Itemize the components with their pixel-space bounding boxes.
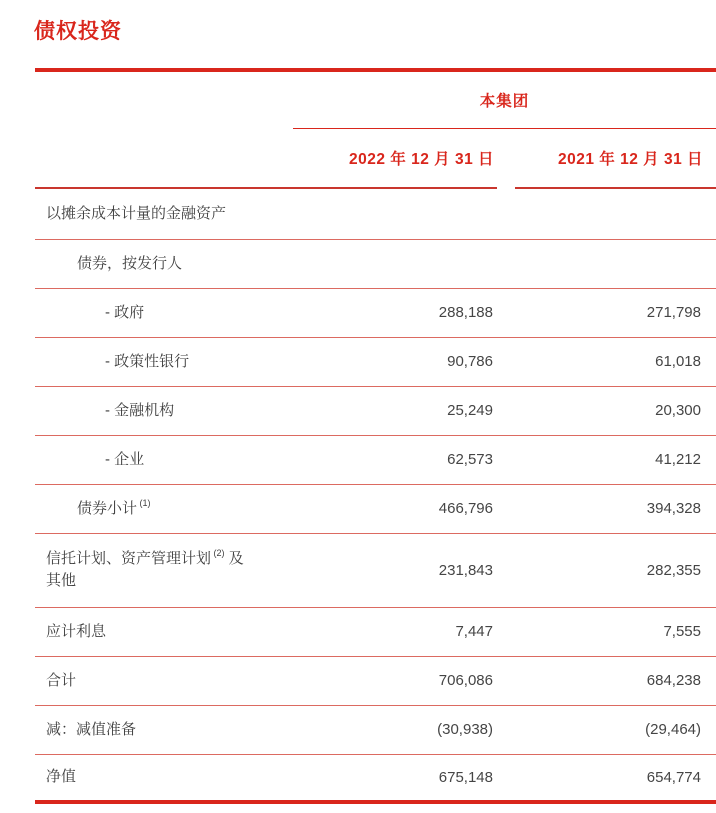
row-label: 净值 xyxy=(46,768,77,785)
value-2022: 7,447 xyxy=(455,623,493,640)
column-header-2022: 2022 年 12 月 31 日 xyxy=(349,151,494,168)
value-2021: 61,018 xyxy=(655,353,701,370)
underline-gap xyxy=(497,187,515,189)
row-label: 应计利息 xyxy=(46,622,107,640)
value-2022: 466,796 xyxy=(438,500,493,517)
page-title: 债权投资 xyxy=(34,20,122,43)
table-row xyxy=(35,485,716,534)
value-2021: 20,300 xyxy=(655,402,701,419)
value-2021: 684,238 xyxy=(646,672,701,689)
table-row xyxy=(35,436,716,485)
value-2021: 282,355 xyxy=(646,561,701,579)
row-label: 债券小计 $^{(1)}$ xyxy=(77,497,151,517)
table-body xyxy=(35,189,716,800)
table-row xyxy=(35,289,716,338)
value-2022: 675,148 xyxy=(438,768,493,786)
table-row xyxy=(35,608,716,657)
row-label: - 企业 xyxy=(105,450,145,468)
table-row xyxy=(35,338,716,387)
row-label: 以摊余成本计量的金融资产 xyxy=(46,204,227,222)
row-label: 债券，按发行人 xyxy=(77,254,183,272)
table-row xyxy=(35,387,716,436)
value-2022: (30,938) xyxy=(437,721,493,738)
value-2021: 41,212 xyxy=(655,451,701,468)
value-2021: 654,774 xyxy=(646,768,701,786)
value-2022: 90,786 xyxy=(447,353,493,370)
footnote-reference: (2) xyxy=(211,548,225,558)
row-label: - 政府 xyxy=(105,303,145,321)
value-2021: 7,555 xyxy=(663,623,701,640)
row-label: 信托计划、资产管理计划 $^{(2)}$ 及 其他 xyxy=(46,548,244,589)
underline-left-segment xyxy=(35,187,497,189)
column-header-row xyxy=(35,129,716,187)
column-header-2021: 2021 年 12 月 31 日 xyxy=(558,151,703,168)
financial-table xyxy=(35,68,716,804)
group-header-label: 本集团 xyxy=(479,93,530,110)
table-row xyxy=(35,706,716,755)
footnote-reference: (1) xyxy=(137,497,151,508)
row-label: - 金融机构 xyxy=(105,401,175,419)
group-header-cell xyxy=(293,72,716,129)
value-2021: 271,798 xyxy=(646,304,701,321)
table-bottom-rule xyxy=(35,800,716,804)
table-row xyxy=(35,755,716,800)
table-row xyxy=(35,240,716,289)
table-row xyxy=(35,657,716,706)
value-2022: 25,249 xyxy=(447,402,493,419)
row-label: 减：减值准备 xyxy=(46,720,137,738)
value-2021: 394,328 xyxy=(646,500,701,517)
value-2022: 62,573 xyxy=(447,451,493,468)
underline-right-segment xyxy=(515,187,716,189)
column-header-underline xyxy=(35,187,716,189)
value-2022: 231,843 xyxy=(438,561,493,579)
value-2022: 706,086 xyxy=(438,672,493,689)
row-label: - 政策性银行 xyxy=(105,352,190,370)
table-row xyxy=(35,189,716,240)
table-row xyxy=(35,534,716,608)
row-label: 合计 xyxy=(46,671,77,689)
value-2021: (29,464) xyxy=(645,721,701,738)
value-2022: 288,188 xyxy=(438,304,493,321)
